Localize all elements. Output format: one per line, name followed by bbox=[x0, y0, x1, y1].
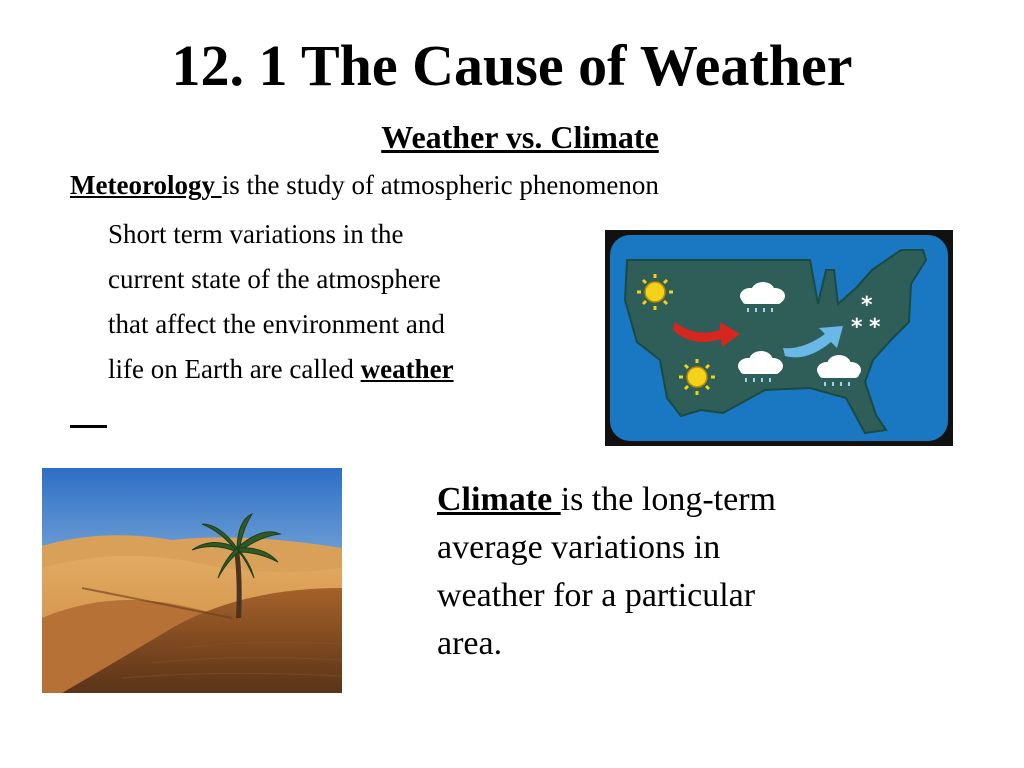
weather-def-line-4-prefix: life on Earth are called bbox=[108, 354, 361, 384]
weather-def-line-4 bbox=[108, 347, 588, 392]
climate-def-line-2: average variations in bbox=[437, 529, 721, 566]
weather-definition bbox=[108, 212, 588, 392]
climate-def-line-4: area. bbox=[437, 625, 503, 662]
weather-def-line-2: current state of the atmosphere bbox=[108, 264, 441, 294]
slide-subtitle: Weather vs. Climate bbox=[381, 119, 659, 155]
climate-term: Climate bbox=[437, 481, 561, 518]
weather-def-line-3: that affect the environment and bbox=[108, 309, 445, 339]
meteorology-term: Meteorology bbox=[70, 170, 222, 200]
weather-def-line-1: Short term variations in the bbox=[108, 219, 404, 249]
weather-map-icon bbox=[605, 230, 953, 446]
dash-mark bbox=[70, 425, 107, 428]
desert-palm-photo bbox=[42, 468, 342, 693]
svg-text:*: * bbox=[851, 315, 863, 340]
climate-def-line-1 bbox=[437, 476, 877, 524]
meteorology-definition bbox=[70, 168, 659, 202]
svg-text:*: * bbox=[861, 293, 873, 318]
climate-def-line-3: weather for a particular bbox=[437, 577, 756, 614]
climate-definition bbox=[437, 476, 877, 668]
meteorology-text: is the study of atmospheric phenomenon bbox=[221, 170, 659, 200]
svg-text:*: * bbox=[869, 315, 881, 340]
slide-title: 12. 1 The Cause of Weather bbox=[171, 33, 853, 98]
climate-def-line-1-rest: is the long-term bbox=[560, 481, 776, 518]
weather-term: weather bbox=[360, 354, 454, 384]
